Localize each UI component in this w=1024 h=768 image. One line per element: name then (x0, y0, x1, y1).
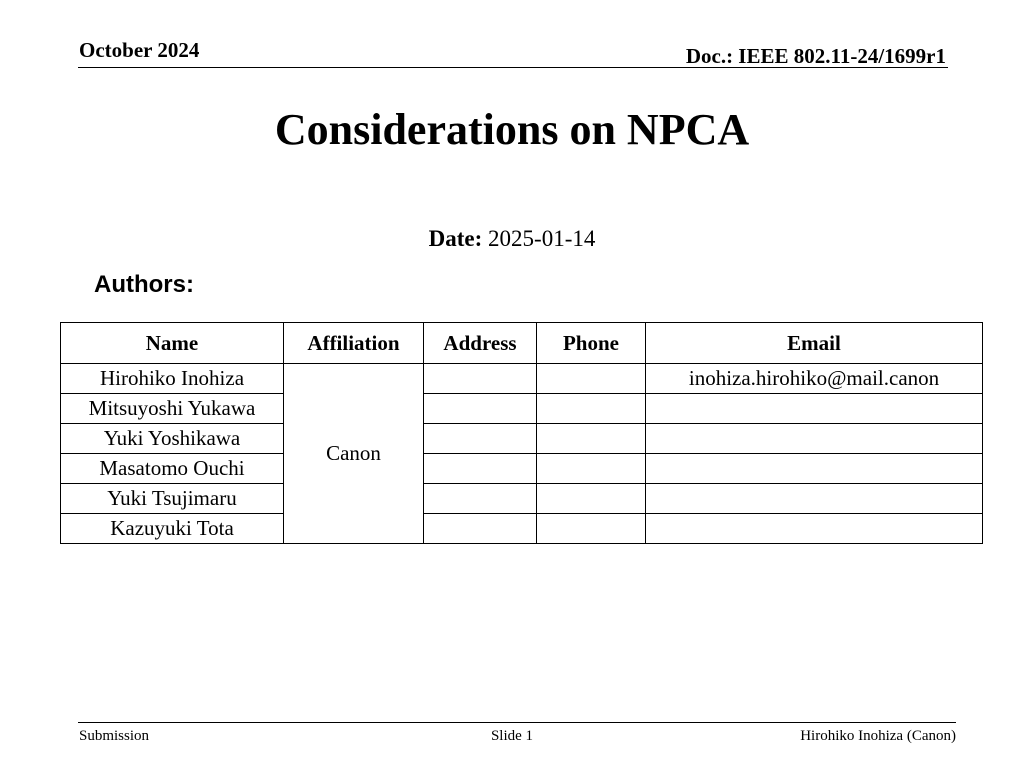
slide-title: Considerations on NPCA (274, 105, 750, 154)
header-doc-id: Doc.: IEEE 802.11-24/1699r1 (685, 44, 946, 68)
author-email (646, 424, 983, 454)
author-address (424, 454, 537, 484)
column-header-email: Email (646, 323, 983, 364)
table-header-row (61, 323, 983, 364)
header-divider (78, 67, 948, 68)
author-address (424, 484, 537, 514)
author-name: Yuki Tsujimaru (61, 484, 284, 514)
author-phone (537, 484, 646, 514)
footer-divider (78, 722, 956, 723)
column-header-name: Name (61, 323, 284, 364)
author-email (646, 394, 983, 424)
author-email: inohiza.hirohiko@mail.canon (646, 364, 983, 394)
author-name: Masatomo Ouchi (61, 454, 284, 484)
footer-slide-number: Slide 1 (490, 728, 534, 744)
table-row (61, 454, 983, 484)
footer-author: Hirohiko Inohiza (Canon) (800, 728, 956, 744)
date-line (0, 226, 1024, 252)
footer-submission: Submission (79, 728, 150, 744)
column-header-phone: Phone (537, 323, 646, 364)
author-phone (537, 454, 646, 484)
author-email (646, 454, 983, 484)
authors-table (60, 322, 983, 544)
authors-heading: Authors: (94, 271, 194, 298)
table-row (61, 514, 983, 544)
author-name: Hirohiko Inohiza (61, 364, 284, 394)
author-address (424, 394, 537, 424)
author-email (646, 514, 983, 544)
author-address (424, 514, 537, 544)
column-header-affiliation: Affiliation (284, 323, 424, 364)
table-row (61, 394, 983, 424)
author-phone (537, 364, 646, 394)
author-name: Kazuyuki Tota (61, 514, 284, 544)
header-date: October 2024 (79, 38, 200, 62)
author-address (424, 424, 537, 454)
table-row (61, 484, 983, 514)
author-phone (537, 514, 646, 544)
table-row (61, 364, 983, 394)
author-name: Mitsuyoshi Yukawa (61, 394, 284, 424)
author-address (424, 364, 537, 394)
author-name: Yuki Yoshikawa (61, 424, 284, 454)
author-phone (537, 424, 646, 454)
table-row (61, 424, 983, 454)
author-affiliation: Canon (284, 364, 424, 544)
date-label: Date: (428, 226, 483, 251)
author-email (646, 484, 983, 514)
date-value: 2025-01-14 (488, 226, 596, 251)
column-header-address: Address (424, 323, 537, 364)
author-phone (537, 394, 646, 424)
